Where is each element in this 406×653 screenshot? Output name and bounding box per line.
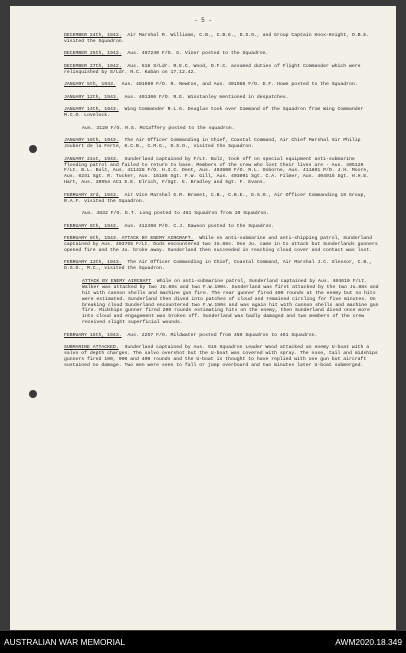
diary-entry xyxy=(64,260,379,272)
entry-text: While on anti-submarine patrol, Sunderland captained by Aus. 404610 F/Lt. Walker was attacked by two JU.88s and two F.W.190s. Sunderland was first attacked by the two Ju.88s and hit with cannon shells and machine gun fire. The rear gunner fired 400 rounds at the enemy but no hits were estimated. Sunderland then dived into patches of cloud and remained circling for five minutes. On breaking cloud Sunderland encountered two F.W.190s and was again hit with cannon shells and machine gun fire. Midships gunner fired 200 rounds estimating hits on the enemy, then Sunderland dived once more into cloud and engagement was broken off. Sunderland was badly damaged and two members of the crew received slight superficial wounds. xyxy=(82,278,379,326)
diary-entry xyxy=(64,64,379,76)
entry-text: Sunderland captained by F/Lt. Bulz, took off on special equipment anti-submarine flooding patrol and failed to return to base. Members of the crew who lost their lives are - Aus. 405129 F/Lt. B.L. Bulz, Aus. 411428 F/O. H.I.C. Dent, Aus. 403600 F/O. R.L. Osborne, Aus. 411801 P/O. J.H. Moore, Aus. 6241 Sgt. R. Tucker, Aus. 15186 Sgt. F.W. Gill, Aus. 403091 Sgt. C.A. Filmer, Aus. 404915 Sgt. H.H.E. Hart, Aus. 30954 AC1 E.E. Elrich, F/Sgt. E. Bradley and Sgt. F. Evans. xyxy=(64,156,370,186)
punch-hole xyxy=(29,145,37,153)
diary-entry xyxy=(64,95,379,101)
diary-entry xyxy=(64,193,379,205)
entry-heading: SUBMARINE ATTACKED. xyxy=(64,345,119,351)
entry-text: Aus. 412498 P/O. C.J. Dawson posted to the Squadron. xyxy=(124,223,275,229)
entry-text: Sunderland captained by Aus. 516 Squadron Leader Wood attacked an enemy U-boat with a salvo of depth charges. The salvo overshot but the U-boat was covered with spray. The nose, tail and midships gunners fired 100, 900 and 400 rounds and the U-boat is thought to have replied with one gun but aircraft sustained no damage. Two men were seen to fall or jump overboard and two minutes later U-boat submerged. xyxy=(64,345,378,368)
entry-text: Aus. 401306 F/O. R.E. Winstanley mentioned in despatches. xyxy=(124,94,289,100)
diary-entry xyxy=(64,236,379,254)
diary-entry xyxy=(64,138,379,150)
entry-heading: JANUARY 14th, 1943. xyxy=(64,107,119,113)
entry-heading: JANUARY 18th, 1943. xyxy=(64,138,119,144)
entry-text: Air Marshal R. Williams, C.B., C.B.E., D.S.O., and Group Captain Knox-Knight, O.B.E. visited the Squadron. xyxy=(64,33,370,44)
diary-entry xyxy=(64,333,379,339)
entry-text: Aus. 516 S/Ldr. R.E.C. Wood, D.F.C. assumed duties of Flight Commander which were relinquished by S/Ldr. R.C. Kaban on 17.12.42. xyxy=(64,63,361,75)
entry-heading: DECEMBER 27th, 1942. xyxy=(64,63,122,69)
entry-heading: FEBRUARY 3rd, 1943. xyxy=(64,192,119,198)
entry-text: Aus. 401999 F/O. R. Newton, and Aus. 401986 F/O. D.F. Howe posted to the Squadron. xyxy=(121,82,358,88)
entry-heading: DECEMBER 24th, 1942. xyxy=(64,33,122,38)
footer-institution: AUSTRALIAN WAR MEMORIAL xyxy=(4,637,126,647)
entry-heading: DECEMBER 25th, 1942. xyxy=(64,51,122,57)
entry-text: Aus. 3120 F/O. R.S. McCaffery posted to the squadron. xyxy=(82,125,235,131)
entry-heading: FEBRUARY 15th, 1943. xyxy=(64,332,122,338)
diary-entry xyxy=(64,279,379,326)
entry-text: Wing Commander R.L.G. Douglas took over Command of the Squadron from Wing Commander M.C.O. Lovelock. xyxy=(64,107,364,119)
diary-entry xyxy=(64,157,379,187)
entry-heading: ATTACK BY ENEMY AIRCRAFT xyxy=(82,278,152,284)
entry-heading: FEBRUARY 6th, 1943. xyxy=(64,223,119,229)
entry-text: Aus. 407240 F/O. G. Viner posted to the Squadron. xyxy=(127,51,269,57)
diary-entry xyxy=(64,107,379,119)
document-body xyxy=(64,33,379,375)
entry-text: The Air Officer Commanding in Chief, Coastal Command, Air Chief Marshal Sir Philip Joubert de la Ferte, K.C.B., C.M.G., D.S.O., visited the Squadron. xyxy=(64,138,361,150)
entry-heading: JANUARY 21st, 1943. xyxy=(64,156,119,162)
entry-text: Aus. 4832 F/O. E.T. Long posted to 461 Squadron from 10 Squadron. xyxy=(82,211,270,217)
entry-heading: JANUARY 12th, 1943. xyxy=(64,94,119,100)
diary-entry xyxy=(64,126,379,132)
entry-text: Aus. 2257 F/O. Mildwater posted from 460 Squadron to 461 Squadron. xyxy=(127,332,318,338)
entry-heading: JANUARY 5th, 1943. xyxy=(64,82,116,88)
footer-accession-number: AWM2020.18.349 xyxy=(335,637,402,647)
document-page xyxy=(10,6,396,630)
page-number: - 5 - xyxy=(193,17,212,24)
diary-entry xyxy=(64,345,379,369)
entry-text: Air Vice Marshal G.R. Bromet, C.B., C.B.E., D.S.O., Air Officer Commanding 19 Group, R.A.F. visited the Squadron. xyxy=(64,192,367,204)
diary-entry xyxy=(64,211,379,217)
diary-entry xyxy=(64,224,379,230)
entry-heading: FEBRUARY 13th, 1943. xyxy=(64,260,122,266)
entry-text: While on anti-submarine and anti-shipping patrol, Sunderland captained by Aus. 403765 F/Lt. Dods encountered two JU.88s. One Ju. came in to attack but Sunderlands gunners opened fire and the Ju. broke away. Sunderland then succeeded in reaching cloud cover and contact was lost. xyxy=(64,236,378,253)
diary-entry xyxy=(64,82,379,88)
diary-entry xyxy=(64,33,379,45)
diary-entry xyxy=(64,51,379,57)
entry-heading: FEBRUARY 8th, 1943. ATTACK BY ENEMY AIRCRAFT. xyxy=(64,236,194,242)
punch-hole xyxy=(29,390,37,398)
entry-text: The Air Officer Commanding in Chief, Coastal Command, Air Marshal J.C. Slessor, C.B., D.S.O., M.C., visited the Squadron. xyxy=(64,260,373,272)
footer-bar xyxy=(0,631,406,653)
